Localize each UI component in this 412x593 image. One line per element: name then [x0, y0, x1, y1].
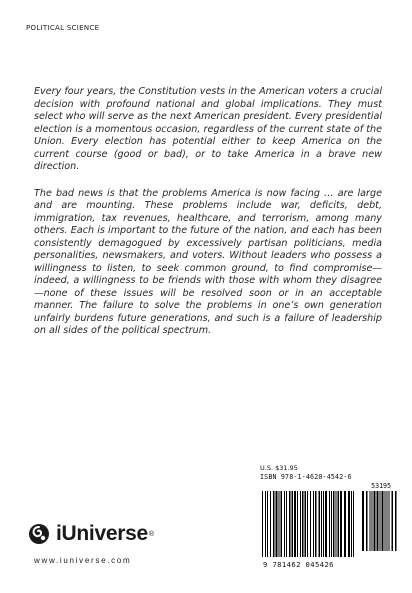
- registered-mark: ®: [148, 530, 154, 538]
- blurb-paragraph-2: The bad news is that the problems America is now facing … are large and are mounting. These problems include war, deficits, debt, immigration, tax revenues, healthcare, and terrorism, among many others. Each is important to the future of the nation, and each has been consistently demagogued by excessively partisan politicians, media personalities, newsmakers, and voters. Without leaders who possess a willingness to listen, to seek common ground, to find compromise—indeed, a willingness to be friends with those with whom they disagree—none of these issues will be resolved soon or in an acceptable manner. The failure to solve the problems in one’s own generation unfairly burdens future generations, and such is a failure of leadership on all sides of the political spectrum.: [34, 187, 382, 336]
- back-cover-blurb: [34, 86, 382, 352]
- isbn-digits: 9 781462 045426: [263, 560, 334, 569]
- blurb-paragraph-1: Every four years, the Constitution vests in the American voters a crucial decision with profound national and global implications. They must select who will serve as the next American president. Every presidential election is a momentous occasion, regardless of the current state of the Union. Every election has potential either to keep America on the current course (good or bad), or to take America in a brave new direction.: [34, 86, 382, 172]
- isbn-label: ISBN 978-1-4620-4542-6: [260, 473, 352, 481]
- iuniverse-swirl-icon: [28, 523, 50, 545]
- category-label: POLITICAL SCIENCE: [26, 24, 100, 32]
- publisher-logo: [28, 522, 154, 546]
- barcode-icon: [258, 491, 400, 559]
- publisher-name: iUniverse: [56, 522, 148, 545]
- price-code: 53195: [371, 482, 391, 490]
- publisher-website: www.iuniverse.com: [34, 556, 132, 565]
- price-block: [260, 464, 395, 490]
- price-text: U.S. $31.95: [260, 464, 298, 472]
